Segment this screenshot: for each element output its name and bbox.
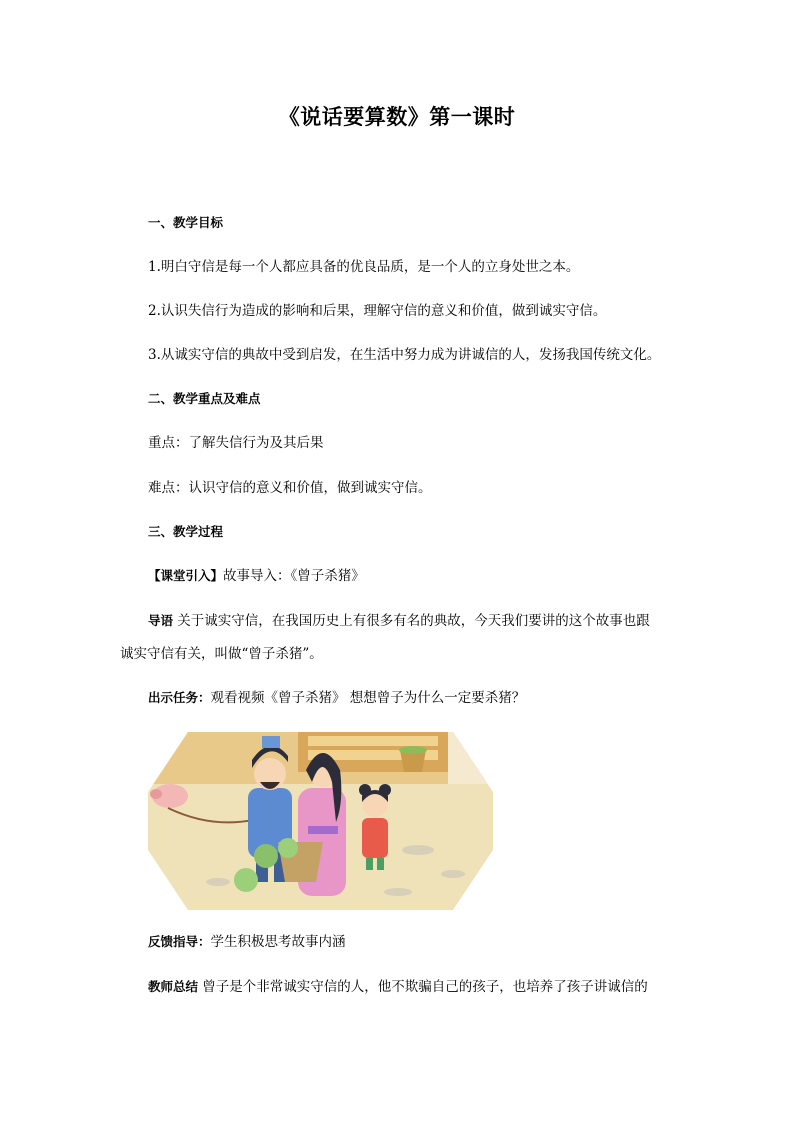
key-point-text: 重点：了解失信行为及其后果 bbox=[148, 435, 324, 451]
feedback-paragraph bbox=[148, 933, 346, 951]
summary-paragraph bbox=[148, 978, 648, 996]
objective-item-1: 1.明白守信是每一个人都应具备的优良品质，是一个人的立身处世之本。 bbox=[148, 259, 580, 275]
guide-paragraph-line1 bbox=[148, 612, 650, 630]
section-heading-key-points: 二、教学重点及难点 bbox=[148, 391, 261, 406]
page-title: 《说话要算数》第一课时 bbox=[278, 104, 516, 129]
difficult-point-text: 难点：认识守信的意义和价值，做到诚实守信。 bbox=[148, 480, 432, 496]
feedback-label: 反馈指导： bbox=[148, 934, 211, 949]
guide-label: 导语 bbox=[148, 613, 174, 628]
objective-item-2: 2.认识失信行为造成的影响和后果，理解守信的意义和价值，做到诚实守信。 bbox=[148, 303, 607, 319]
intro-text: 故事导入：《曾子杀猪》 bbox=[223, 568, 365, 584]
summary-label: 教师总结 bbox=[148, 979, 199, 994]
task-label: 出示任务： bbox=[148, 690, 211, 705]
feedback-text: 学生积极思考故事内涵 bbox=[210, 934, 346, 950]
task-paragraph bbox=[148, 689, 525, 707]
guide-text-line2: 诚实守信有关，叫做“曾子杀猪”。 bbox=[120, 646, 323, 662]
task-text: 观看视频《曾子杀猪》 想想曾子为什么一定要杀猪？ bbox=[210, 690, 526, 706]
objective-item-3: 3.从诚实守信的典故中受到启发，在生活中努力成为讲诚信的人，发扬我国传统文化。 bbox=[148, 347, 661, 363]
story-illustration bbox=[148, 732, 493, 910]
summary-text: 曾子是个非常诚实守信的人，他不欺骗自己的孩子，也培养了孩子讲诚信的 bbox=[198, 979, 648, 995]
guide-text-line1: 关于诚实守信，在我国历史上有很多有名的典故，今天我们要讲的这个故事也跟 bbox=[173, 613, 650, 629]
intro-paragraph bbox=[148, 567, 365, 585]
section-heading-process: 三、教学过程 bbox=[148, 524, 224, 539]
intro-label: 【课堂引入】 bbox=[148, 568, 224, 583]
section-heading-objectives: 一、教学目标 bbox=[148, 215, 224, 230]
